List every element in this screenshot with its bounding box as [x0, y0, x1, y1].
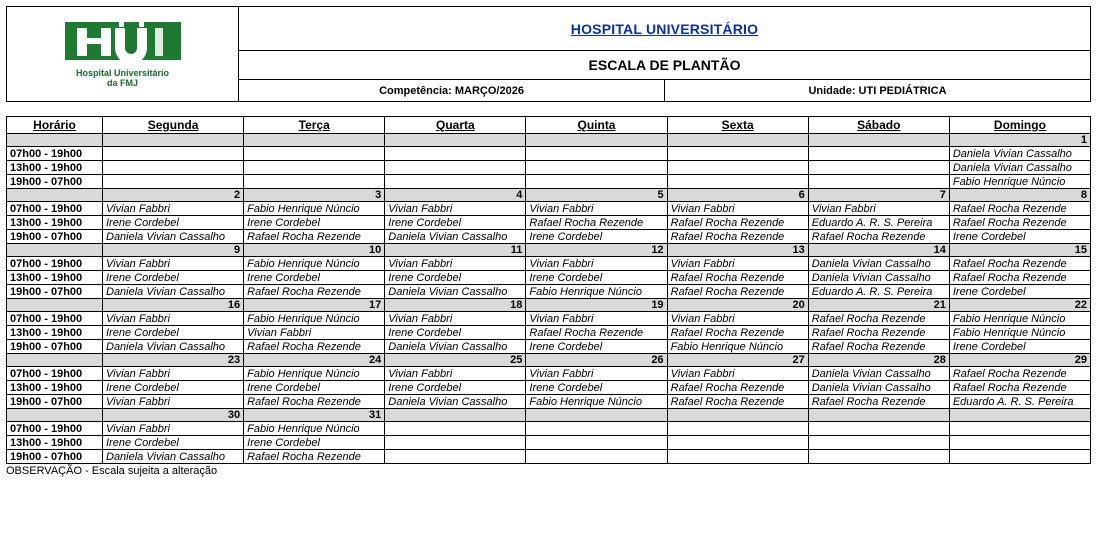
staff-name-cell: Vivian Fabbri: [385, 202, 526, 216]
staff-name-cell: [385, 147, 526, 161]
staff-name-cell: [385, 450, 526, 464]
staff-name-cell: Daniela Vivian Cassalho: [808, 271, 949, 285]
staff-name-cell: Daniela Vivian Cassalho: [103, 340, 244, 354]
logo-line-1: Hospital Universitário: [75, 67, 170, 78]
day-number-cell: 25: [385, 354, 526, 367]
staff-name-cell: [526, 175, 667, 189]
staff-name-cell: Fabio Henrique Núncio: [526, 285, 667, 299]
staff-name-cell: [808, 422, 949, 436]
staff-name-cell: Rafael Rocha Rezende: [244, 450, 385, 464]
table-row: [7, 175, 1091, 189]
staff-name-cell: Rafael Rocha Rezende: [244, 395, 385, 409]
staff-name-cell: Irene Cordebel: [526, 230, 667, 244]
staff-name-cell: [808, 161, 949, 175]
staff-name-cell: Vivian Fabbri: [667, 367, 808, 381]
staff-name-cell: Daniela Vivian Cassalho: [103, 230, 244, 244]
shift-time-cell: 19h00 - 07h00: [7, 450, 103, 464]
observacao-note: OBSERVAÇÃO - Escala sujeita a alteração: [6, 465, 218, 477]
day-number-cell: 20: [667, 299, 808, 312]
staff-name-cell: [526, 436, 667, 450]
day-number-cell: 15: [949, 244, 1090, 257]
staff-name-cell: Irene Cordebel: [385, 381, 526, 395]
staff-name-cell: [808, 147, 949, 161]
staff-name-cell: Rafael Rocha Rezende: [526, 326, 667, 340]
day-number-cell: 5: [526, 189, 667, 202]
staff-name-cell: Rafael Rocha Rezende: [244, 230, 385, 244]
staff-name-cell: [385, 175, 526, 189]
staff-name-cell: Daniela Vivian Cassalho: [949, 161, 1090, 175]
table-row: [7, 450, 1091, 464]
hospital-title: HOSPITAL UNIVERSITÁRIO: [570, 20, 759, 37]
staff-name-cell: Vivian Fabbri: [385, 257, 526, 271]
shift-time-cell: 13h00 - 19h00: [7, 436, 103, 450]
shift-time-cell: 19h00 - 07h00: [7, 230, 103, 244]
day-number-cell: 17: [244, 299, 385, 312]
staff-name-cell: Vivian Fabbri: [244, 326, 385, 340]
staff-name-cell: Rafael Rocha Rezende: [808, 230, 949, 244]
column-header-quarta: Quarta: [385, 117, 526, 134]
staff-name-cell: Irene Cordebel: [244, 436, 385, 450]
staff-name-cell: Irene Cordebel: [103, 271, 244, 285]
staff-name-cell: Rafael Rocha Rezende: [244, 285, 385, 299]
staff-name-cell: Irene Cordebel: [526, 381, 667, 395]
day-number-spacer: [7, 354, 103, 367]
table-row: [7, 422, 1091, 436]
day-number-cell: 3: [244, 189, 385, 202]
escala-title-row: [239, 51, 1090, 80]
table-row: [7, 381, 1091, 395]
staff-name-cell: Irene Cordebel: [949, 230, 1090, 244]
day-number-cell: [667, 409, 808, 422]
table-row: [7, 161, 1091, 175]
day-number-cell: 22: [949, 299, 1090, 312]
staff-name-cell: Rafael Rocha Rezende: [526, 216, 667, 230]
document-header: [6, 6, 1091, 102]
logo-text: [76, 68, 169, 89]
schedule-table: [6, 116, 1091, 464]
staff-name-cell: [526, 147, 667, 161]
day-number-cell: 6: [667, 189, 808, 202]
column-header-domingo: Domingo: [949, 117, 1090, 134]
shift-time-cell: 07h00 - 19h00: [7, 147, 103, 161]
day-number-cell: [808, 134, 949, 147]
day-number-cell: 12: [526, 244, 667, 257]
day-number-spacer: [7, 189, 103, 202]
day-number-cell: 27: [667, 354, 808, 367]
staff-name-cell: Daniela Vivian Cassalho: [385, 395, 526, 409]
table-row: [7, 367, 1091, 381]
day-number-cell: [667, 134, 808, 147]
staff-name-cell: [949, 422, 1090, 436]
staff-name-cell: [667, 450, 808, 464]
staff-name-cell: Fabio Henrique Núncio: [667, 340, 808, 354]
staff-name-cell: [526, 450, 667, 464]
staff-name-cell: [808, 436, 949, 450]
staff-name-cell: [244, 147, 385, 161]
table-row: [7, 285, 1091, 299]
staff-name-cell: Irene Cordebel: [103, 216, 244, 230]
column-header-horario: Horário: [7, 117, 103, 134]
day-number-cell: 4: [385, 189, 526, 202]
staff-name-cell: Fabio Henrique Núncio: [949, 175, 1090, 189]
schedule-table-wrapper: [6, 116, 1091, 464]
staff-name-cell: Irene Cordebel: [244, 271, 385, 285]
day-number-cell: 18: [385, 299, 526, 312]
staff-name-cell: Daniela Vivian Cassalho: [385, 285, 526, 299]
logo-cell: [7, 7, 239, 101]
staff-name-cell: Fabio Henrique Núncio: [244, 312, 385, 326]
day-number-cell: 23: [103, 354, 244, 367]
competencia-label: Competência: MARÇO/2026: [239, 80, 665, 101]
table-row: [7, 326, 1091, 340]
table-row: [7, 202, 1091, 216]
staff-name-cell: Fabio Henrique Núncio: [526, 395, 667, 409]
day-number-row: [7, 244, 1091, 257]
staff-name-cell: [667, 436, 808, 450]
header-right: [239, 7, 1090, 101]
table-row: [7, 395, 1091, 409]
staff-name-cell: [385, 422, 526, 436]
day-number-row: [7, 354, 1091, 367]
staff-name-cell: Daniela Vivian Cassalho: [808, 367, 949, 381]
day-number-row: [7, 299, 1091, 312]
staff-name-cell: Irene Cordebel: [244, 216, 385, 230]
unidade-label: Unidade: UTI PEDIÁTRICA: [808, 84, 947, 97]
day-number-cell: 13: [667, 244, 808, 257]
shift-time-cell: 07h00 - 19h00: [7, 367, 103, 381]
column-header-sexta: Sexta: [667, 117, 808, 134]
staff-name-cell: Irene Cordebel: [385, 326, 526, 340]
staff-name-cell: [808, 450, 949, 464]
staff-name-cell: Irene Cordebel: [949, 340, 1090, 354]
staff-name-cell: Rafael Rocha Rezende: [808, 340, 949, 354]
column-header-sabado: Sábado: [808, 117, 949, 134]
shift-time-cell: 19h00 - 07h00: [7, 340, 103, 354]
shift-time-cell: 19h00 - 07h00: [7, 175, 103, 189]
shift-time-cell: 13h00 - 19h00: [7, 381, 103, 395]
staff-name-cell: [103, 175, 244, 189]
day-number-cell: [526, 409, 667, 422]
day-number-cell: 9: [103, 244, 244, 257]
staff-name-cell: Irene Cordebel: [103, 326, 244, 340]
staff-name-cell: Vivian Fabbri: [526, 367, 667, 381]
day-number-cell: [385, 409, 526, 422]
staff-name-cell: Vivian Fabbri: [103, 395, 244, 409]
staff-name-cell: [526, 161, 667, 175]
staff-name-cell: Fabio Henrique Núncio: [244, 202, 385, 216]
day-number-spacer: [7, 299, 103, 312]
staff-name-cell: Daniela Vivian Cassalho: [385, 340, 526, 354]
staff-name-cell: Irene Cordebel: [385, 216, 526, 230]
shift-time-cell: 07h00 - 19h00: [7, 422, 103, 436]
staff-name-cell: Rafael Rocha Rezende: [667, 271, 808, 285]
day-number-cell: [244, 134, 385, 147]
shift-time-cell: 07h00 - 19h00: [7, 202, 103, 216]
staff-name-cell: Daniela Vivian Cassalho: [949, 147, 1090, 161]
staff-name-cell: [808, 175, 949, 189]
table-row: [7, 436, 1091, 450]
staff-name-cell: Vivian Fabbri: [103, 422, 244, 436]
staff-name-cell: Rafael Rocha Rezende: [808, 395, 949, 409]
day-number-cell: 14: [808, 244, 949, 257]
day-number-cell: 19: [526, 299, 667, 312]
day-number-cell: 10: [244, 244, 385, 257]
table-row: [7, 230, 1091, 244]
staff-name-cell: Fabio Henrique Núncio: [244, 257, 385, 271]
staff-name-cell: Rafael Rocha Rezende: [808, 312, 949, 326]
staff-name-cell: Rafael Rocha Rezende: [949, 257, 1090, 271]
shift-time-cell: 13h00 - 19h00: [7, 326, 103, 340]
staff-name-cell: Vivian Fabbri: [385, 367, 526, 381]
staff-name-cell: Vivian Fabbri: [103, 367, 244, 381]
staff-name-cell: Vivian Fabbri: [385, 312, 526, 326]
staff-name-cell: Rafael Rocha Rezende: [808, 326, 949, 340]
staff-name-cell: Rafael Rocha Rezende: [667, 381, 808, 395]
shift-time-cell: 13h00 - 19h00: [7, 161, 103, 175]
staff-name-cell: [526, 422, 667, 436]
day-number-cell: 11: [385, 244, 526, 257]
staff-name-cell: [103, 161, 244, 175]
staff-name-cell: [244, 161, 385, 175]
staff-name-cell: Vivian Fabbri: [667, 312, 808, 326]
day-number-cell: 1: [949, 134, 1090, 147]
staff-name-cell: Fabio Henrique Núncio: [949, 326, 1090, 340]
staff-name-cell: Daniela Vivian Cassalho: [808, 257, 949, 271]
day-number-cell: 31: [244, 409, 385, 422]
staff-name-cell: Irene Cordebel: [949, 285, 1090, 299]
shift-time-cell: 19h00 - 07h00: [7, 395, 103, 409]
day-number-cell: [808, 409, 949, 422]
staff-name-cell: Fabio Henrique Núncio: [244, 367, 385, 381]
day-number-spacer: [7, 134, 103, 147]
staff-name-cell: Rafael Rocha Rezende: [949, 202, 1090, 216]
staff-name-cell: [244, 175, 385, 189]
staff-name-cell: Rafael Rocha Rezende: [667, 326, 808, 340]
column-header-terca: Terça: [244, 117, 385, 134]
day-number-cell: [949, 409, 1090, 422]
staff-name-cell: [667, 422, 808, 436]
staff-name-cell: Eduardo A. R. S. Pereira: [808, 216, 949, 230]
shift-time-cell: 19h00 - 07h00: [7, 285, 103, 299]
staff-name-cell: Irene Cordebel: [526, 271, 667, 285]
column-header-segunda: Segunda: [103, 117, 244, 134]
day-number-cell: 16: [103, 299, 244, 312]
staff-name-cell: Rafael Rocha Rezende: [949, 271, 1090, 285]
staff-name-cell: Rafael Rocha Rezende: [949, 216, 1090, 230]
staff-name-cell: Irene Cordebel: [244, 381, 385, 395]
day-number-cell: 24: [244, 354, 385, 367]
staff-name-cell: Fabio Henrique Núncio: [244, 422, 385, 436]
day-number-cell: 7: [808, 189, 949, 202]
staff-name-cell: Rafael Rocha Rezende: [667, 216, 808, 230]
day-number-cell: [526, 134, 667, 147]
table-row: [7, 340, 1091, 354]
staff-name-cell: Rafael Rocha Rezende: [667, 230, 808, 244]
staff-name-cell: Vivian Fabbri: [808, 202, 949, 216]
staff-name-cell: Daniela Vivian Cassalho: [103, 450, 244, 464]
day-number-cell: 2: [103, 189, 244, 202]
staff-name-cell: Eduardo A. R. S. Pereira: [808, 285, 949, 299]
staff-name-cell: Daniela Vivian Cassalho: [385, 230, 526, 244]
staff-name-cell: [103, 147, 244, 161]
staff-name-cell: [949, 436, 1090, 450]
day-number-cell: 28: [808, 354, 949, 367]
staff-name-cell: Vivian Fabbri: [667, 202, 808, 216]
staff-name-cell: Rafael Rocha Rezende: [667, 395, 808, 409]
day-number-cell: [103, 134, 244, 147]
staff-name-cell: Eduardo A. R. S. Pereira: [949, 395, 1090, 409]
staff-name-cell: Daniela Vivian Cassalho: [103, 285, 244, 299]
hospital-title-row: [239, 7, 1090, 51]
staff-name-cell: Irene Cordebel: [103, 381, 244, 395]
staff-name-cell: Vivian Fabbri: [103, 257, 244, 271]
staff-name-cell: Irene Cordebel: [385, 271, 526, 285]
day-number-cell: 29: [949, 354, 1090, 367]
day-number-row: [7, 409, 1091, 422]
table-row: [7, 147, 1091, 161]
header-meta-row: [239, 80, 1090, 101]
day-number-spacer: [7, 409, 103, 422]
shift-time-cell: 13h00 - 19h00: [7, 216, 103, 230]
staff-name-cell: Vivian Fabbri: [526, 312, 667, 326]
staff-name-cell: Fabio Henrique Núncio: [949, 312, 1090, 326]
staff-name-cell: [949, 450, 1090, 464]
day-number-cell: [385, 134, 526, 147]
page-title: ESCALA DE PLANTÃO: [588, 57, 741, 73]
staff-name-cell: Vivian Fabbri: [526, 202, 667, 216]
staff-name-cell: [385, 436, 526, 450]
table-row: [7, 271, 1091, 285]
staff-name-cell: Vivian Fabbri: [103, 202, 244, 216]
hu-logo-icon: [63, 20, 183, 66]
day-number-row: [7, 189, 1091, 202]
table-row: [7, 216, 1091, 230]
staff-name-cell: Rafael Rocha Rezende: [949, 367, 1090, 381]
column-header-quinta: Quinta: [526, 117, 667, 134]
staff-name-cell: [667, 161, 808, 175]
staff-name-cell: [667, 147, 808, 161]
table-header-row: [7, 117, 1091, 134]
staff-name-cell: Irene Cordebel: [103, 436, 244, 450]
shift-time-cell: 13h00 - 19h00: [7, 271, 103, 285]
shift-time-cell: 07h00 - 19h00: [7, 312, 103, 326]
staff-name-cell: [667, 175, 808, 189]
shift-time-cell: 07h00 - 19h00: [7, 257, 103, 271]
staff-name-cell: Irene Cordebel: [526, 340, 667, 354]
staff-name-cell: Rafael Rocha Rezende: [667, 285, 808, 299]
day-number-cell: 30: [103, 409, 244, 422]
staff-name-cell: Rafael Rocha Rezende: [949, 381, 1090, 395]
day-number-row: [7, 134, 1091, 147]
staff-name-cell: Rafael Rocha Rezende: [244, 340, 385, 354]
day-number-cell: 21: [808, 299, 949, 312]
day-number-spacer: [7, 244, 103, 257]
logo-line-2: da FMJ: [106, 78, 138, 88]
staff-name-cell: Vivian Fabbri: [103, 312, 244, 326]
table-row: [7, 312, 1091, 326]
staff-name-cell: Vivian Fabbri: [526, 257, 667, 271]
day-number-cell: 26: [526, 354, 667, 367]
hu-logo: [48, 18, 198, 90]
day-number-cell: 8: [949, 189, 1090, 202]
staff-name-cell: Vivian Fabbri: [667, 257, 808, 271]
staff-name-cell: Daniela Vivian Cassalho: [808, 381, 949, 395]
table-row: [7, 257, 1091, 271]
staff-name-cell: [385, 161, 526, 175]
